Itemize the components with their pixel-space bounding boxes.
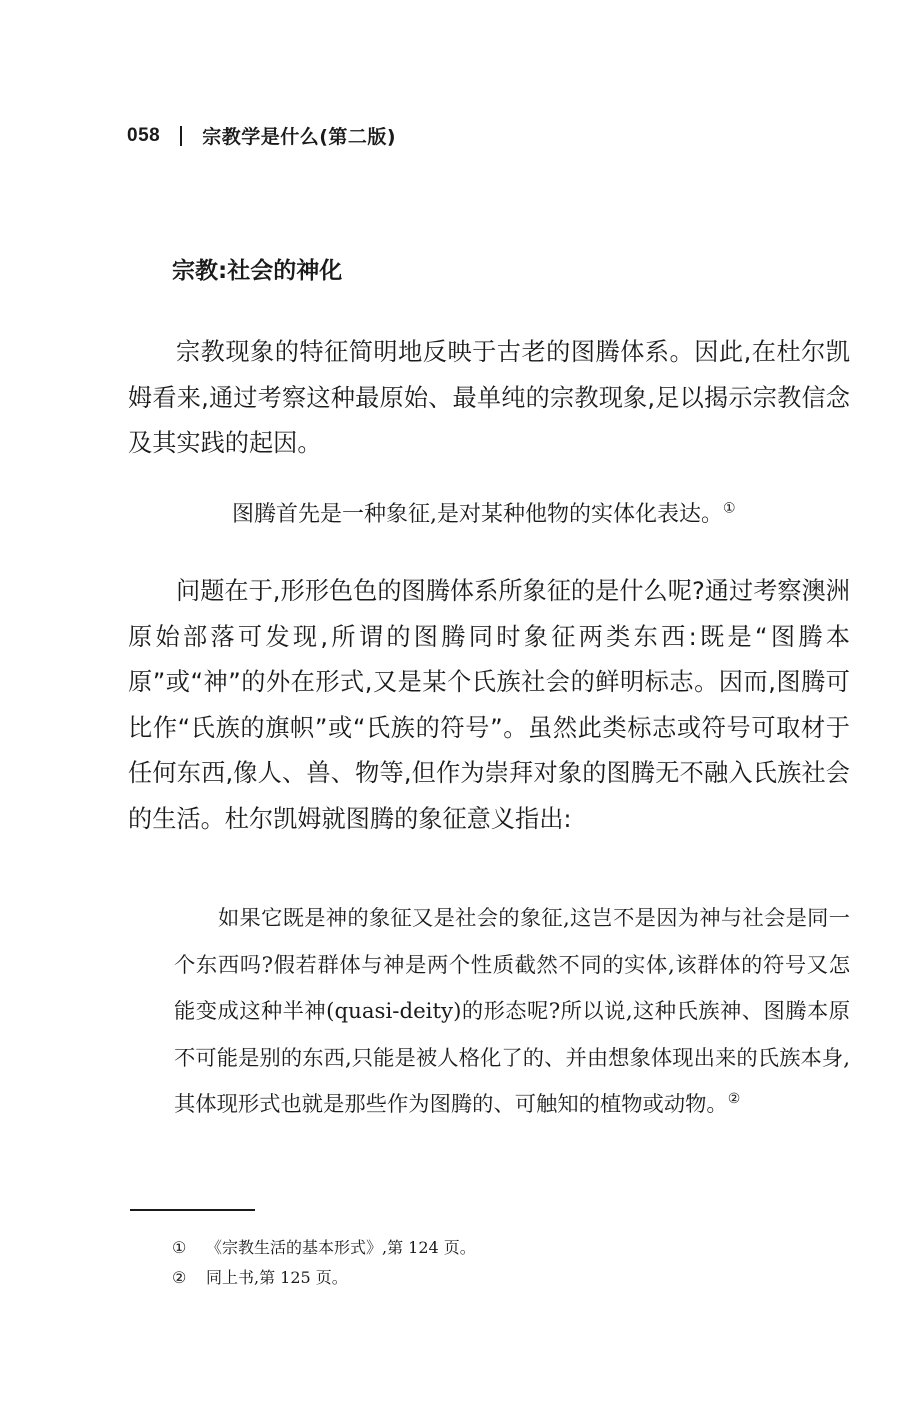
quote-1-text: 图腾首先是一种象征,是对某种他物的实体化表达。 [232,502,723,527]
footnote-mark: ② [172,1268,187,1287]
paragraph-2: 问题在于,形形色色的图腾体系所象征的是什么呢?通过考察澳洲原始部落可发现,所谓的图腾同时象征两类东西:既是“图腾本原”或“神”的外在形式,又是某个氏族社会的鲜明标志。因而,图腾可比作“氏族的旗帜”或“氏族的符号”。虽然此类标志或符号可取材于任何东西,像人、兽、物等,但作为崇拜对象的图腾无不融入氏族社会的生活。杜尔凯姆就图腾的象征意义指出: [128,577,850,833]
footnote-ref-2[interactable]: ② [727,1090,741,1107]
book-title: 宗教学是什么(第二版) [202,126,397,148]
footnote-item [172,1233,476,1263]
page-number: 058 [127,124,161,146]
block-quote-1 [232,497,736,533]
quote-2-text: 如果它既是神的象征又是社会的象征,这岂不是因为神与社会是同一个东西吗?假若群体与神是两个性质截然不同的实体,该群体的符号又怎能变成这种半神(quasi-deity)的形态呢?所以说,这种氏族神、图腾本原不可能是别的东西,只能是被人格化了的、并由想象体现出来的氏族本身,其体现形式也就是那些作为图腾的、可触知的植物或动物。 [174,906,850,1117]
footnote-rule [130,1209,255,1211]
block-quote-2 [174,896,850,1129]
footnote-item [172,1263,476,1293]
footnotes [172,1233,476,1293]
footnote-text: 《宗教生活的基本形式》,第 124 页。 [206,1238,476,1257]
footnote-mark: ① [172,1238,187,1257]
footnote-text: 同上书,第 125 页。 [206,1268,348,1287]
paragraph-1: 宗教现象的特征简明地反映于古老的图腾体系。因此,在杜尔凯姆看来,通过考察这种最原始、最单纯的宗教现象,足以揭示宗教信念及其实践的起因。 [128,338,850,457]
header-divider [180,126,182,146]
section-title: 宗教:社会的神化 [172,258,343,284]
footnote-ref-1[interactable]: ① [723,500,736,517]
running-header [127,122,396,149]
